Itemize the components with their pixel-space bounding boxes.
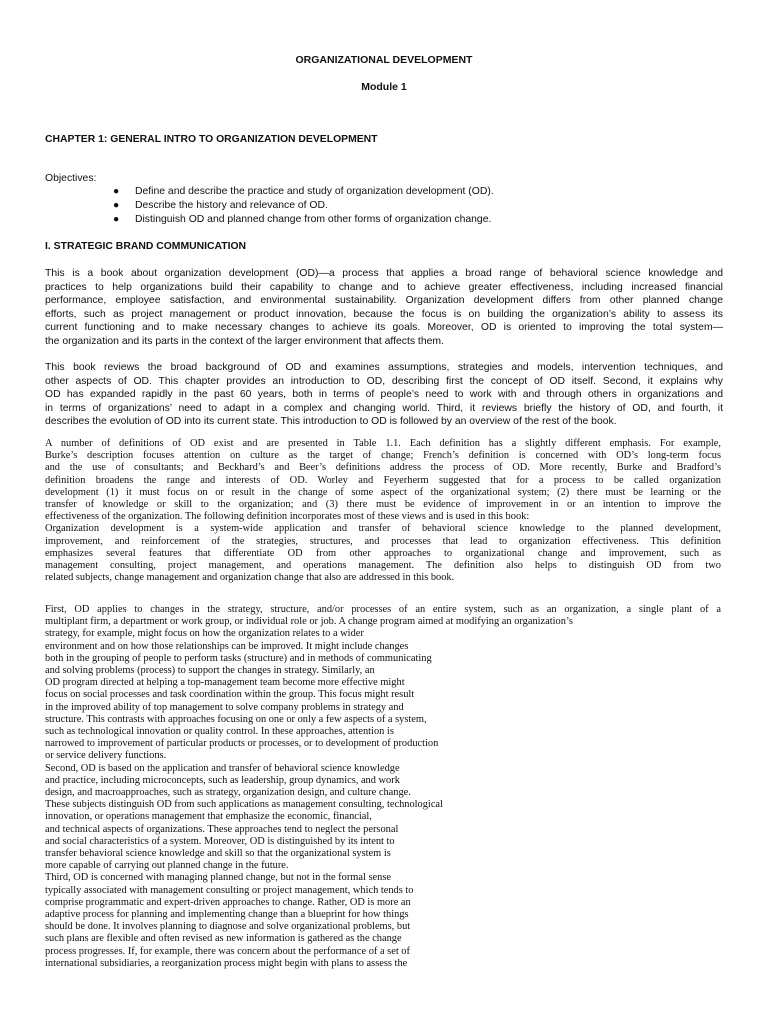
text-line: Burke’s description focuses attention on culture as the target of change; French’s definition is concerned with OD’s long-term focus	[45, 450, 721, 462]
bullet-icon: ●	[113, 214, 120, 226]
objectives-list	[108, 185, 494, 228]
text-line: practices to help organizations build their capability to change and to achieve greater effectiveness, including increased financial	[45, 281, 723, 293]
text-line: Second, OD is based on the application and transfer of behavioral science knowledge	[45, 762, 400, 774]
paragraph-overview	[45, 361, 723, 429]
text-line: current functioning and to make necessary changes to achieve its goals. Moreover, OD is oriented to improving the total system—	[45, 322, 723, 334]
text-line: more capable of carrying out planned change in the future.	[45, 860, 289, 872]
text-line: process progresses. If, for example, there was concern about the performance of a set of	[45, 945, 410, 957]
text-line: OD program directed at helping a top-management team become more effective might	[45, 677, 405, 689]
text-line: Organization development is a system-wide application and transfer of behavioral science knowledge to the planned development,	[45, 523, 721, 535]
chapter-heading: CHAPTER 1: GENERAL INTRO TO ORGANIZATION DEVELOPMENT	[45, 134, 378, 145]
text-line: These subjects distinguish OD from such applications as management consulting, technological	[45, 799, 443, 811]
text-line: and technical aspects of organizations. These approaches tend to neglect the personal	[45, 823, 399, 835]
text-line: First, OD applies to changes in the strategy, structure, and/or processes of an entire system, such as an organization, a single plant of a	[45, 604, 721, 615]
text-line: such plans are flexible and often revised as new information is gathered as the change	[45, 933, 402, 945]
text-line: focus on social processes and task coordination within the group. This focus might result	[45, 689, 415, 701]
text-line: strategy, for example, might focus on how the organization relates to a wider	[45, 628, 364, 640]
text-line: structure. This contrasts with approaches focusing on one or only a few aspects of a system,	[45, 713, 427, 725]
paragraph-intro	[45, 267, 723, 349]
text-line: such as technological innovation or quality control. In these approaches, attention is	[45, 726, 394, 738]
text-line: improvement, and reinforcement of the strategies, structures, and processes that lead to organization effectiveness. This definition	[45, 535, 721, 547]
paragraph-definitions	[45, 438, 721, 584]
text-line: both in the grouping of people to perform tasks (structure) and in methods of communicating	[45, 652, 432, 664]
section-heading: I. STRATEGIC BRAND COMMUNICATION	[45, 241, 247, 252]
text-line: environment and on how those relationships can be improved. It might include changes	[45, 640, 409, 652]
text-line: or service delivery functions.	[45, 750, 167, 762]
text-line: describes the evolution of OD into its current state. This introduction to OD is followed by an overview of the rest of the book.	[45, 416, 617, 428]
text-line: and practice, including microconcepts, such as leadership, group dynamics, and work	[45, 774, 400, 786]
text-line: multiplant firm, a department or work group, or individual role or job. A change program aimed at modifying an organization’s	[45, 616, 573, 628]
text-line: OD has expanded rapidly in the past 60 years, both in terms of people’s need to work with and through others in organizations and	[45, 389, 723, 401]
text-line: international subsidiaries, a reorganization process might begin with plans to assess the	[45, 957, 408, 969]
text-line: development (1) it must focus on or result in the change of some aspect of the organizational system; (2) there must be learning or the	[45, 486, 721, 498]
bullet-icon: ●	[113, 200, 120, 212]
text-line: the organization and its parts in the context of the larger environment that affects them.	[45, 335, 444, 347]
text-line: typically associated with management consulting or project management, which tends to	[45, 884, 414, 896]
text-line: emphasizes several features that differentiate OD from other approaches to organizational change and improvement, such as	[45, 547, 721, 559]
text-line: should be done. It involves planning to diagnose and solve organizational problems, but	[45, 921, 411, 933]
text-line: other aspects of OD. This chapter provides an introduction to OD, describing first the concept of OD itself. Second, it explains why	[45, 375, 723, 387]
text-line: and social characteristics of a system. Moreover, OD is distinguished by its intent to	[45, 835, 395, 847]
text-line: management consulting, project management, and operations management. The definition also helps to distinguish OD from two	[45, 560, 721, 572]
text-line: adaptive process for planning and implementing change than a blueprint for how things	[45, 909, 409, 921]
objective-item: ● Distinguish OD and planned change from other forms of organization change.	[108, 213, 494, 227]
text-line: comprise programmatic and expert-driven approaches to change. Rather, OD is more an	[45, 896, 411, 908]
text-line: This book reviews the broad background of OD and examines assumptions, strategies and models, intervention techniques, and	[45, 362, 723, 373]
bullet-icon: ●	[113, 186, 120, 197]
text-line: efforts, such as project management or product innovation, because the focus is on building the organization’s ability to assess its	[45, 308, 723, 320]
text-line: Third, OD is concerned with managing planned change, but not in the formal sense	[45, 872, 391, 884]
module-label: Module 1	[361, 81, 407, 93]
text-line: effectiveness of the organization. The following definition incorporates most of these views and is used in this book:	[45, 511, 530, 523]
text-line: related subjects, change management and organization change that also are addressed in this book.	[45, 572, 455, 584]
objective-item: ● Define and describe the practice and study of organization development (OD).	[108, 185, 494, 199]
text-line: transfer of knowledge or skill to the organization; and (3) there must be evidence of improvement in or an intention to improve the	[45, 499, 721, 511]
text-line: A number of definitions of OD exist and are presented in Table 1.1. Each definition has a slightly different emphasis. For example,	[45, 438, 721, 449]
text-line: in terms of organizations’ need to adapt in a complex and changing world. Third, it reviews briefly the history of OD, and fourth, it	[45, 402, 723, 414]
text-line: This is a book about organization development (OD)—a process that applies a broad range of behavioral science knowledge and	[45, 268, 723, 279]
text-line: transfer behavioral science knowledge and skill so that the organizational system is	[45, 848, 391, 860]
objective-item: ● Describe the history and relevance of OD.	[108, 199, 494, 213]
text-line: and solving problems (process) to support the changes in strategy. Similarly, an	[45, 665, 375, 677]
text-line: in the improved ability of top management to solve company problems in strategy and	[45, 701, 404, 713]
objectives-label: Objectives:	[45, 173, 97, 184]
document-title: ORGANIZATIONAL DEVELOPMENT	[295, 54, 473, 66]
text-line: design, and macroapproaches, such as strategy, organization design, and culture change.	[45, 787, 411, 799]
text-line: and the use of consultants; and Beckhard’s and Beer’s definitions address the process of OD. More recently, Burke and Bradford’s	[45, 462, 721, 474]
text-line: definition broadens the range and interests of OD. Worley and Feyerherm suggested that for a process to be called organization	[45, 474, 721, 486]
paragraph-features	[45, 604, 721, 970]
text-line: innovation, or operations management that emphasize the economic, financial,	[45, 811, 372, 823]
text-line: narrowed to improvement of particular products or processes, or to development of production	[45, 738, 439, 750]
text-line: performance, employee satisfaction, and environmental sustainability. Organization development differs from other planned change	[45, 295, 723, 307]
